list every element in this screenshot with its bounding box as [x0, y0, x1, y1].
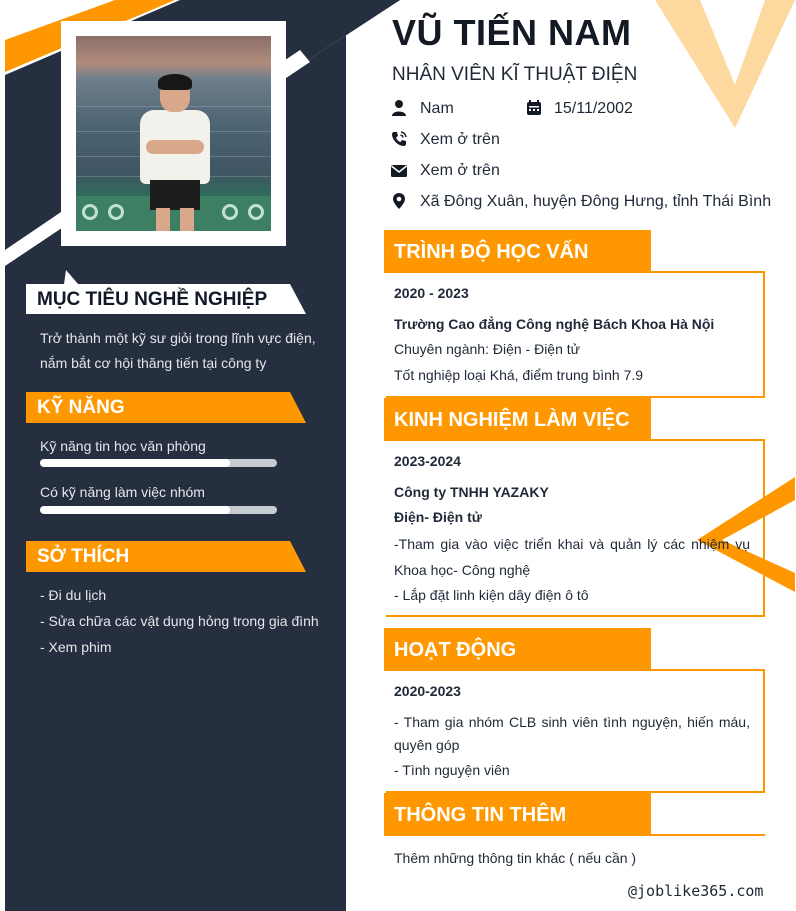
job-title: NHÂN VIÊN KĨ THUẬT ĐIỆN [392, 64, 638, 85]
activities-item: - Tham gia nhóm CLB sinh viên tình nguyện, hiến máu, quyên góp [394, 714, 750, 753]
skill-bar [40, 459, 277, 467]
skill-bar [40, 506, 277, 514]
objective-heading: MỤC TIÊU NGHỀ NGHIỆP [37, 289, 268, 310]
gender-value: Nam [420, 100, 454, 117]
birthdate-value: 15/11/2002 [554, 100, 633, 117]
location-pin-icon [390, 192, 408, 210]
experience-period: 2023-2024 [394, 453, 461, 469]
activities-period: 2020-2023 [394, 683, 461, 699]
skills-heading: KỸ NĂNG [37, 397, 125, 418]
person-icon [390, 99, 408, 117]
extra-text: Thêm những thông tin khác ( nếu cần ) [394, 850, 637, 866]
skill-bar-fill [40, 459, 230, 467]
experience-role: Điện- Điện tử [394, 509, 482, 525]
education-result: Tốt nghiệp loại Khá, điểm trung bình 7.9 [394, 367, 644, 383]
calendar-icon [525, 99, 543, 117]
objective-text-line: nắm bắt cơ hội thăng tiến tại công ty [40, 355, 267, 371]
hobbies-heading: SỞ THÍCH [37, 546, 130, 567]
activities-item: - Tình nguyện viên [394, 762, 510, 778]
skill-label: Có kỹ năng làm việc nhóm [40, 484, 205, 500]
envelope-icon [390, 162, 408, 180]
address-value: Xã Đông Xuân, huyện Đông Hưng, tỉnh Thái Bình [420, 193, 772, 210]
light-orange-v [655, 0, 795, 128]
phone-icon [390, 130, 408, 148]
education-school: Trường Cao đẳng Công nghệ Bách Khoa Hà Nội [394, 316, 715, 332]
objective-text-line: Trở thành một kỹ sư giỏi trong lĩnh vực điện, [40, 330, 316, 346]
experience-heading: KINH NGHIỆM LÀM VIỆC [384, 398, 651, 441]
education-major: Chuyên ngành: Điện - Điện tử [394, 341, 581, 357]
extra-heading: THÔNG TIN THÊM [384, 793, 651, 836]
profile-photo [76, 36, 271, 231]
activities-heading: HOẠT ĐỘNG [384, 628, 651, 671]
education-period: 2020 - 2023 [394, 285, 469, 301]
experience-duty: -Tham gia vào việc triển khai và quản lý các nhiệm vụ Khoa học- Công nghệ [394, 536, 750, 578]
profile-photo-frame [61, 21, 286, 246]
skill-bar-fill [40, 506, 230, 514]
phone-value: Xem ở trên [420, 131, 500, 148]
footer-credit: @joblike365.com [628, 882, 764, 900]
candidate-name: VŨ TIẾN NAM [392, 12, 632, 53]
experience-duty: - Lắp đặt linh kiện dây điện ô tô [394, 587, 589, 603]
hobby-item: - Xem phim [40, 639, 112, 655]
hobby-item: - Đi du lịch [40, 587, 107, 603]
email-value: Xem ở trên [420, 162, 500, 179]
experience-company: Công ty TNHH YAZAKY [394, 484, 549, 500]
skill-label: Kỹ năng tin học văn phòng [40, 438, 206, 454]
education-heading: TRÌNH ĐỘ HỌC VẤN [384, 230, 651, 273]
hobby-item: - Sửa chữa các vật dụng hỏng trong gia đình [40, 613, 319, 629]
